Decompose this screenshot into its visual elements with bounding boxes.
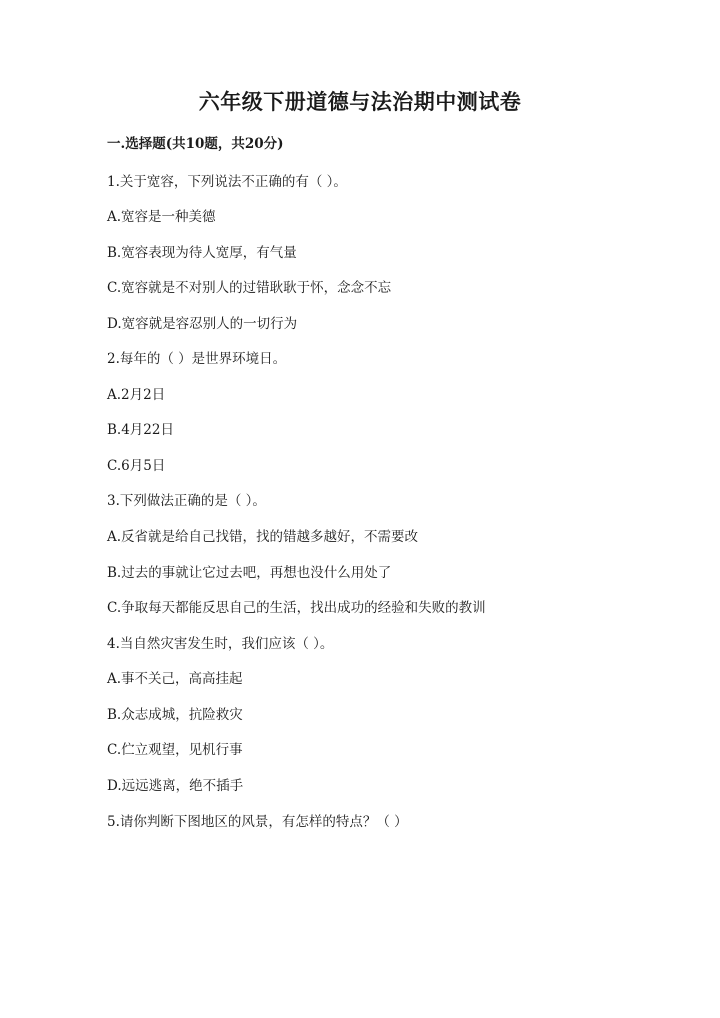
question-1-option-b: B.宽容表现为待人宽厚，有气量 <box>107 245 297 261</box>
question-1: 1.关于宽容，下列说法不正确的有（ ）。 <box>107 174 347 190</box>
question-1-option-c: C.宽容就是不对别人的过错耿耿于怀，念念不忘 <box>107 280 392 296</box>
section-heading: 一.选择题(共10题，共20分) <box>107 136 284 152</box>
question-3-option-c: C.争取每天都能反思自己的生活，找出成功的经验和失败的教训 <box>107 600 486 616</box>
question-4: 4.当自然灾害发生时，我们应该（ ）。 <box>107 636 334 652</box>
question-2: 2.每年的（ ）是世界环境日。 <box>107 351 287 367</box>
question-1-option-d: D.宽容就是容忍别人的一切行为 <box>107 316 298 332</box>
question-1-option-a: A.宽容是一种美德 <box>107 209 216 225</box>
question-4-option-a: A.事不关己，高高挂起 <box>107 671 243 687</box>
question-2-option-b: B.4月22日 <box>107 422 174 438</box>
question-2-option-c: C.6月5日 <box>107 458 166 474</box>
question-4-option-c: C.伫立观望，见机行事 <box>107 742 243 758</box>
question-4-option-d: D.远远逃离，绝不插手 <box>107 778 244 794</box>
question-5: 5.请你判断下图地区的风景，有怎样的特点？（ ） <box>107 814 408 830</box>
question-2-option-a: A.2月2日 <box>107 387 166 403</box>
question-3: 3.下列做法正确的是（ ）。 <box>107 493 266 509</box>
question-4-option-b: B.众志成城，抗险救灾 <box>107 707 243 723</box>
page-title: 六年级下册道德与法治期中测试卷 <box>198 89 522 114</box>
question-3-option-a: A.反省就是给自己找错，找的错越多越好，不需要改 <box>107 529 419 545</box>
question-3-option-b: B.过去的事就让它过去吧，再想也没什么用处了 <box>107 565 392 581</box>
